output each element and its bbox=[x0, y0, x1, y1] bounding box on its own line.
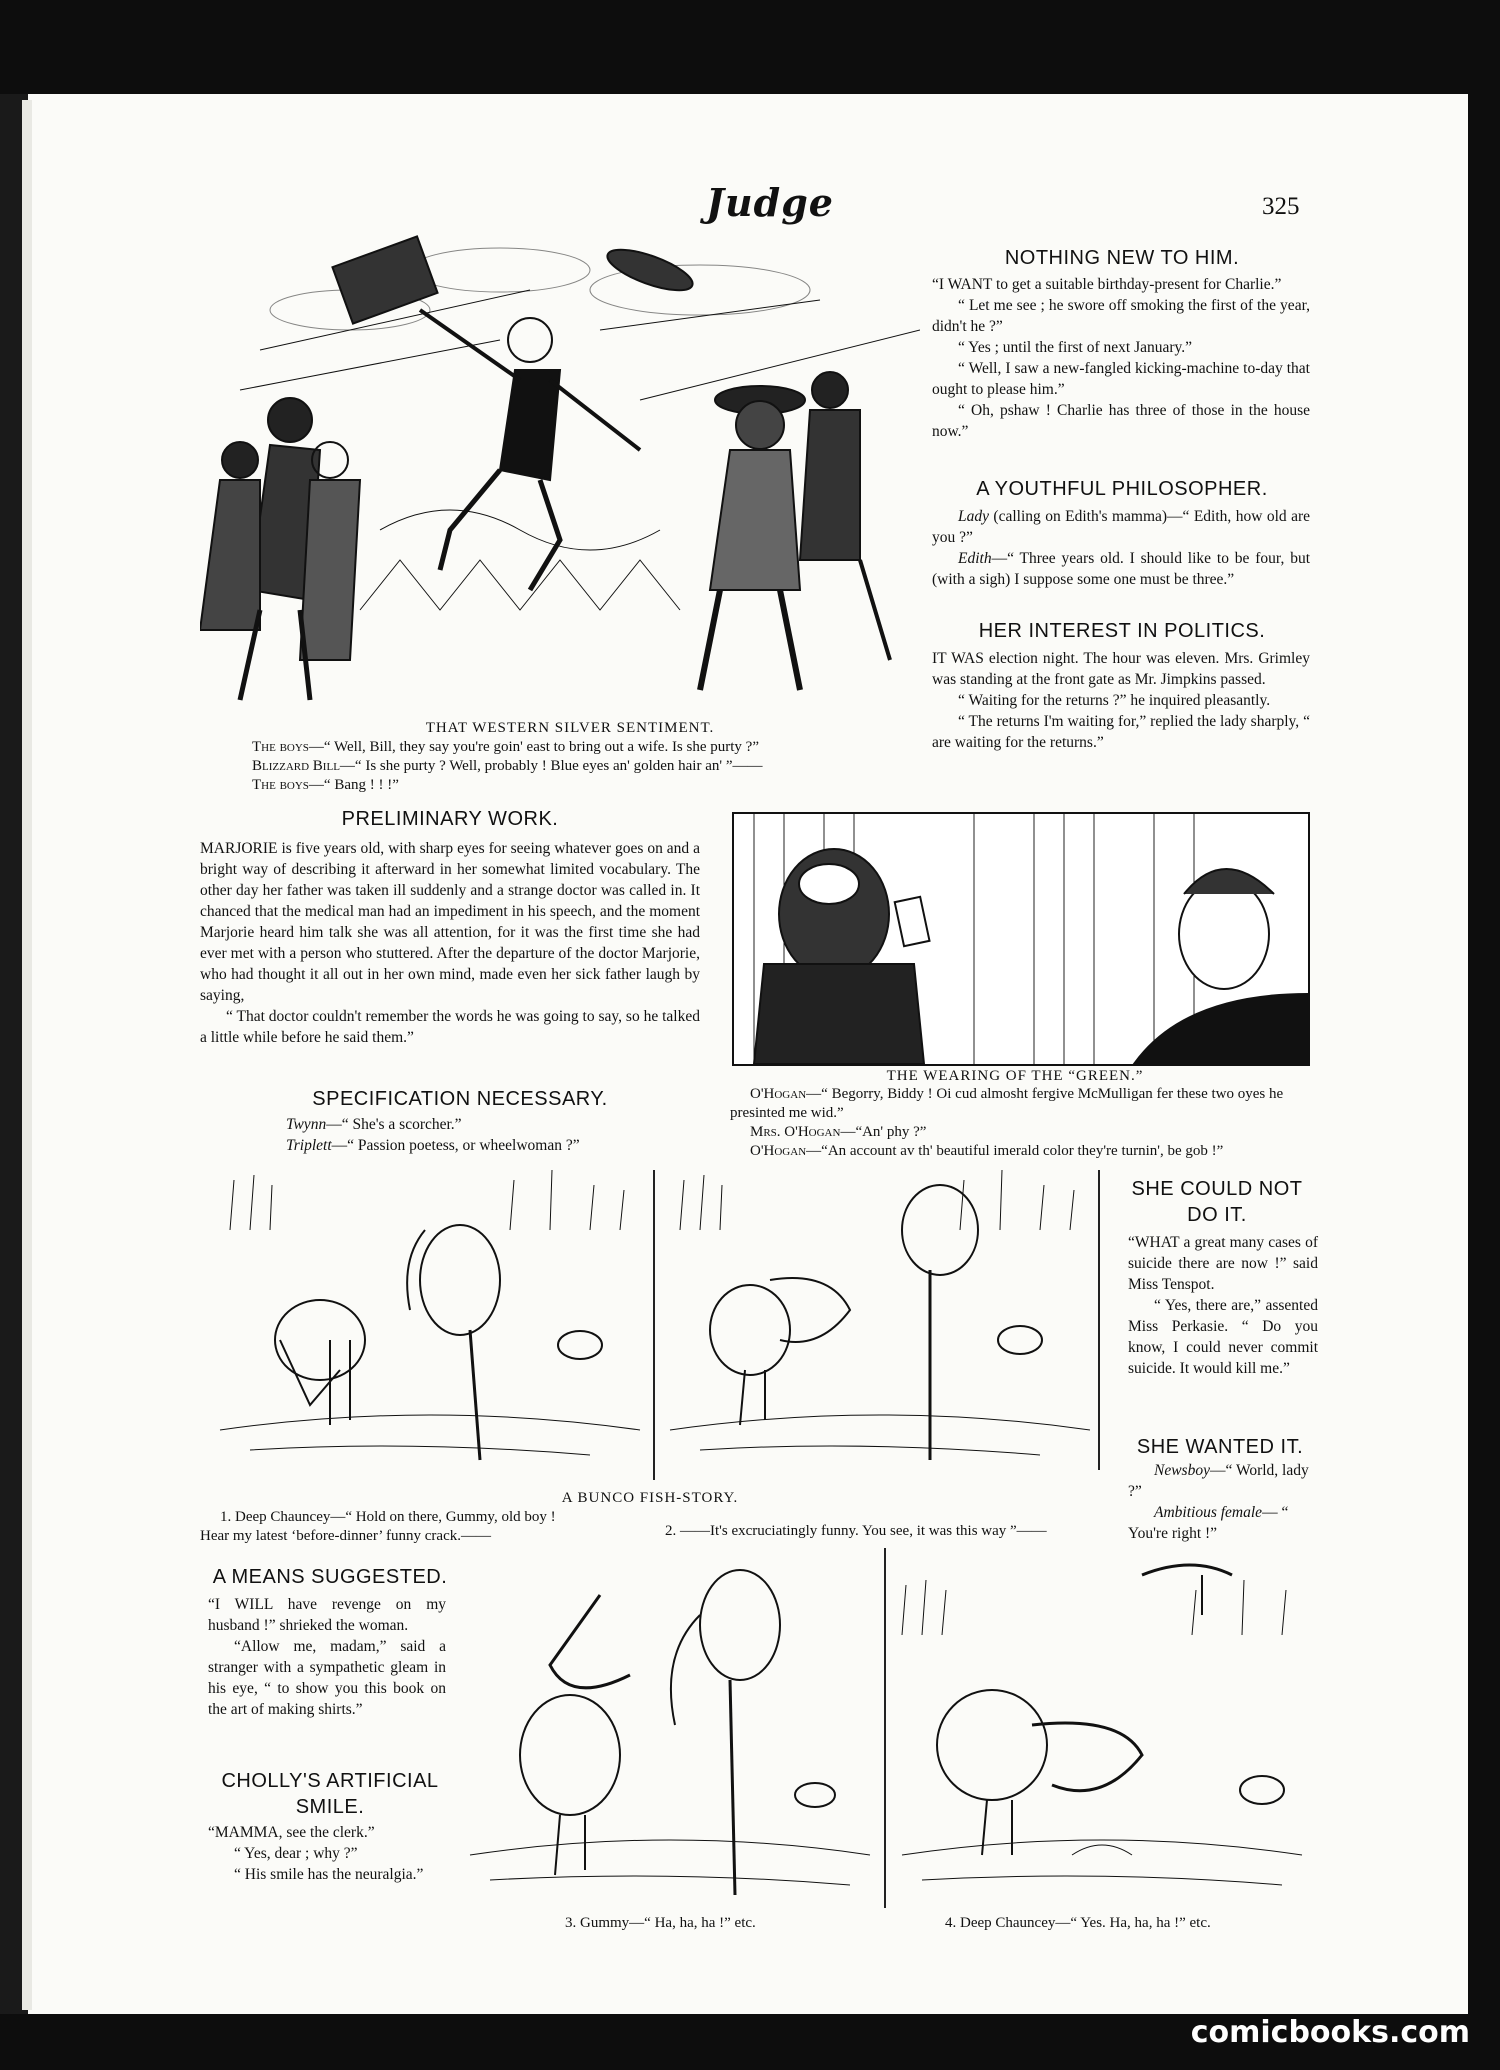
bunco-caption-1: 1. Deep Chauncey—“ Hold on there, Gummy, old boy ! Hear my latest ‘before-dinner’ funny crack.—— bbox=[200, 1509, 556, 1544]
heading-preliminary-work: PRELIMINARY WORK. bbox=[341, 808, 559, 830]
site-watermark: comicbooks.com bbox=[1190, 2015, 1470, 2050]
western-cartoon-caption: The boys—“ Well, Bill, they say you're goin' east to bring out a wife. Is she purty ?” Blizzard Bill—“ Is she purty ? Well, probably ! Blue eyes an' golden hair an' ”—— The boys—“ Bang ! ! !” bbox=[252, 739, 763, 793]
bunco-panel-divider-1 bbox=[653, 1170, 655, 1480]
article-youthful-philosopher: Lady (calling on Edith's mamma)—“ Edith, how old are you ?” Edith—“ Three years old. I should like to be four, but (with a sigh) I suppose some one must be three.” bbox=[932, 508, 1310, 588]
article-could-not: “WHAT a great many cases of suicide there are now !” said Miss Tenspot. “ Yes, there are,” assented Miss Perkasie. “ Do you know, I could never commit suicide. It would kill me.” bbox=[1128, 1234, 1318, 1377]
bunco-caption-2: 2. ——It's excruciatingly funny. You see, it was this way ”—— bbox=[665, 1523, 1047, 1539]
heading-nothing-new: NOTHING NEW TO HIM. bbox=[1004, 247, 1240, 269]
heading-could-not-1: SHE COULD NOT bbox=[1131, 1178, 1303, 1200]
wearing-green-caption: O'Hogan—“ Begorry, Biddy ! Oi cud almosht fergive McMulligan fer these two oyes he presinted me wid.” Mrs. O'Hogan—“An' phy ?” O'Hogan—“An account av th' beautiful imerald color they're turnin', be gob !” bbox=[730, 1086, 1284, 1159]
heading-could-not-2: DO IT. bbox=[1187, 1204, 1247, 1226]
western-cartoon-title: THAT WESTERN SILVER SENTIMENT. bbox=[425, 720, 715, 736]
bunco-panel-2 bbox=[660, 1170, 1100, 1470]
bunco-panel-3 bbox=[460, 1555, 880, 1905]
heading-her-interest: HER INTEREST IN POLITICS. bbox=[978, 620, 1266, 642]
article-specification: Twynn—“ She's a scorcher.” Triplett—“ Passion poetess, or wheelwoman ?” bbox=[286, 1116, 580, 1154]
article-means-suggested: “I WILL have revenge on my husband !” shrieked the woman. “Allow me, madam,” said a stranger with a sympathetic gleam in his eye, “ to show you this book on the art of making shirts.” bbox=[208, 1596, 446, 1718]
article-she-wanted-it: Newsboy—“ World, lady ?” Ambitious female— “ You're right !” bbox=[1128, 1462, 1309, 1542]
masthead-logo: Judge bbox=[706, 180, 834, 225]
heading-youthful-philosopher: A YOUTHFUL PHILOSOPHER. bbox=[976, 478, 1268, 500]
heading-means-suggested: A MEANS SUGGESTED. bbox=[212, 1566, 448, 1588]
wearing-green-title: THE WEARING OF THE “GREEN.” bbox=[886, 1068, 1144, 1084]
bunco-panel-1 bbox=[210, 1170, 650, 1470]
article-cholly: “MAMMA, see the clerk.” “ Yes, dear ; why ?” “ His smile has the neuralgia.” bbox=[208, 1824, 424, 1883]
bunco-panel-divider-2 bbox=[1098, 1170, 1100, 1470]
heading-specification: SPECIFICATION NECESSARY. bbox=[312, 1088, 608, 1110]
western-cartoon-illustration bbox=[200, 230, 920, 710]
heading-cholly-2: SMILE. bbox=[295, 1796, 365, 1818]
article-her-interest: IT WAS election night. The hour was eleven. Mrs. Grimley was standing at the front gate as Mr. Jimpkins passed. “ Waiting for the returns ?” he inquired pleasantly. “ The returns I'm waiting for,” replied the lady sharply, “ are waiting for the returns.” bbox=[932, 650, 1310, 751]
bunco-caption-4: 4. Deep Chauncey—“ Yes. Ha, ha, ha !” etc. bbox=[945, 1915, 1211, 1931]
article-preliminary-work: MARJORIE is five years old, with sharp eyes for seeing whatever goes on and a bright way of describing it afterward in her somewhat limited vocabulary. The other day her father was taken ill suddenly and a strange doctor was called in. It chanced that the medical man had an impediment in his speech, and the moment Marjorie heard him talk she was all attention, for it was the first time she had ever met with a person who stuttered. After the departure of the doctor Marjorie, who had thought it all out in her own mind, made even her sick father laugh by saying, “ That doctor couldn't remember the words he was going to say, so he talked a little while before he said them.” bbox=[200, 840, 700, 1046]
wearing-green-illustration bbox=[732, 812, 1310, 1066]
bunco-panel-4 bbox=[892, 1555, 1312, 1905]
page-edge bbox=[22, 100, 32, 2010]
heading-she-wanted-it: SHE WANTED IT. bbox=[1136, 1436, 1304, 1458]
page-number: 325 bbox=[1262, 193, 1300, 220]
bunco-panel-divider-3 bbox=[884, 1548, 886, 1908]
article-nothing-new: “I WANT to get a suitable birthday-present for Charlie.” “ Let me see ; he swore off smoking the first of the year, didn't he ?” “ Yes ; until the first of next January.” “ Well, I saw a new-fangled kicking-machine to-day that ought to please him.” “ Oh, pshaw ! Charlie has three of those in the house now.” bbox=[932, 276, 1310, 440]
bunco-caption-3: 3. Gummy—“ Ha, ha, ha !” etc. bbox=[565, 1915, 756, 1931]
heading-cholly-1: CHOLLY'S ARTIFICIAL bbox=[221, 1770, 439, 1792]
bunco-title: A BUNCO FISH-STORY. bbox=[561, 1490, 739, 1506]
